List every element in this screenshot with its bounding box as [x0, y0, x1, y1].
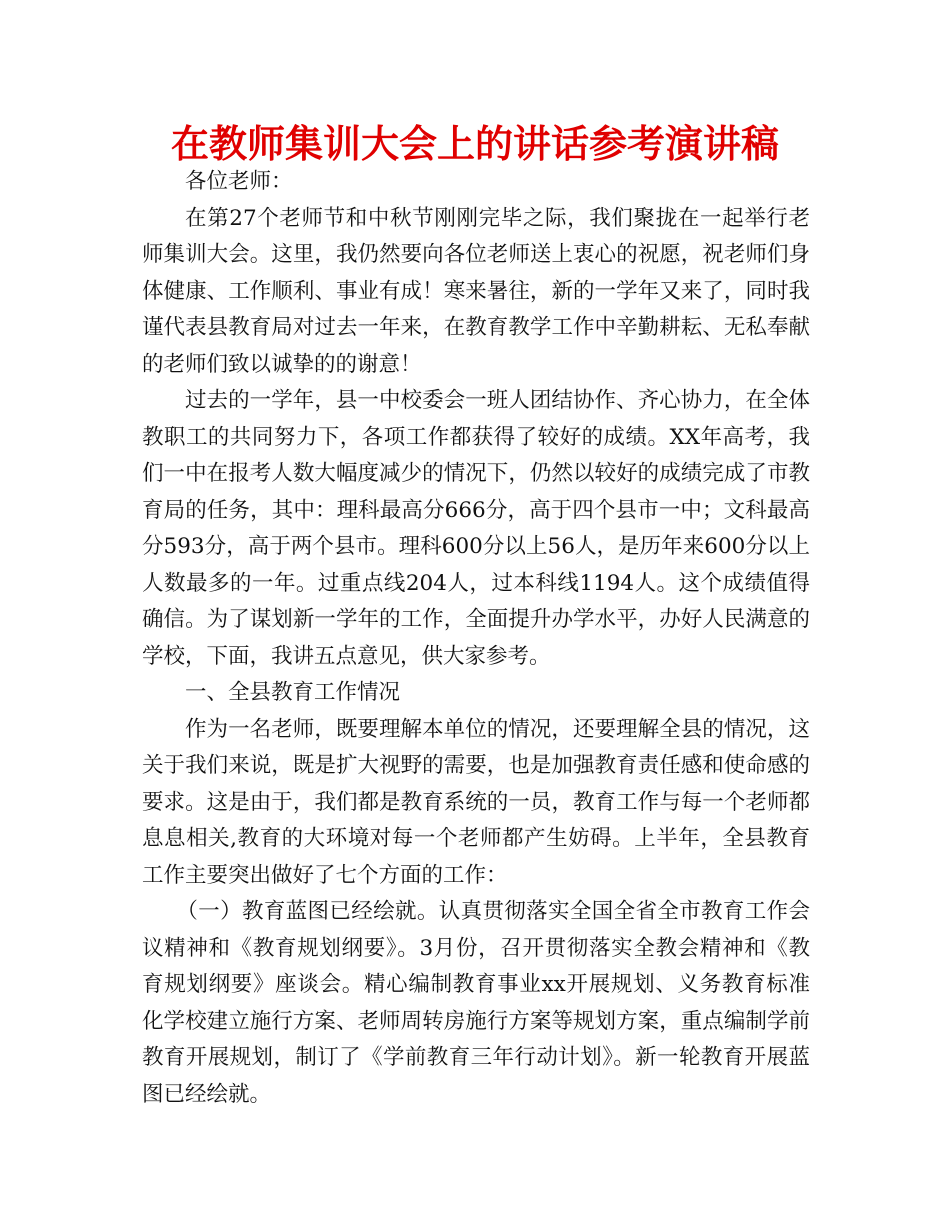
paragraph-achievements: 过去的一学年，县一中校委会一班人团结协作、齐心协力，在全体教职工的共同努力下，各项工作都获得了较好的成绩。XX年高考，我们一中在报考人数大幅度减少的情况下，仍然以较好的成绩完成了市教育局的任务，其中：理科最高分666分，高于四个县市一中；文科最高分593分，高于两个县市。理科600分以上56人，是历年来600分以上人数最多的一年。过重点线204人，过本科线1194人。这个成绩值得确信。为了谋划新一学年的工作，全面提升办学水平，办好人民满意的学校，下面，我讲五点意见，供大家参考。 — [142, 388, 810, 669]
paragraph-county-overview: 作为一名老师，既要理解本单位的情况，还要理解全县的情况，这关于我们来说，既是扩大视野的需要，也是加强教育责任感和使命感的要求。这是由于，我们都是教育系统的一员，教育工作与每一个老师都息息相关,教育的大环境对每一个老师都产生妨碍。上半年，全县教育工作主要突出做好了七个方面的工作： — [142, 716, 810, 888]
document-title: 在教师集训大会上的讲话参考演讲稿 — [170, 122, 779, 166]
section-heading-1: 一、全县教育工作情况 — [185, 680, 401, 705]
paragraph-opening: 在第27个老师节和中秋节刚刚完毕之际，我们聚拢在一起举行老师集训大会。这里，我仍然要向各位老师送上衷心的祝愿，祝老师们身体健康、工作顺利、事业有成！寒来暑往，新的一学年又来了，同时我谨代表县教育局对过去一年来，在教育教学工作中辛勤耕耘、无私奉献的老师们致以诚挚的的谢意！ — [142, 205, 810, 377]
salutation: 各位老师： — [185, 169, 293, 194]
document-body — [142, 164, 810, 1113]
paragraph-subsection-1: （一）教育蓝图已经绘就。认真贯彻落实全国全省全市教育工作会议精神和《教育规划纲要》。3月份，召开贯彻落实全教会精神和《教育规划纲要》座谈会。精心编制教育事业xx开展规划、义务教育标准化学校建立施行方案、老师周转房施行方案等规划方案，重点编制学前教育开展规划，制订了《学前教育三年行动计划》。新一轮教育开展蓝图已经绘就。 — [142, 899, 810, 1107]
